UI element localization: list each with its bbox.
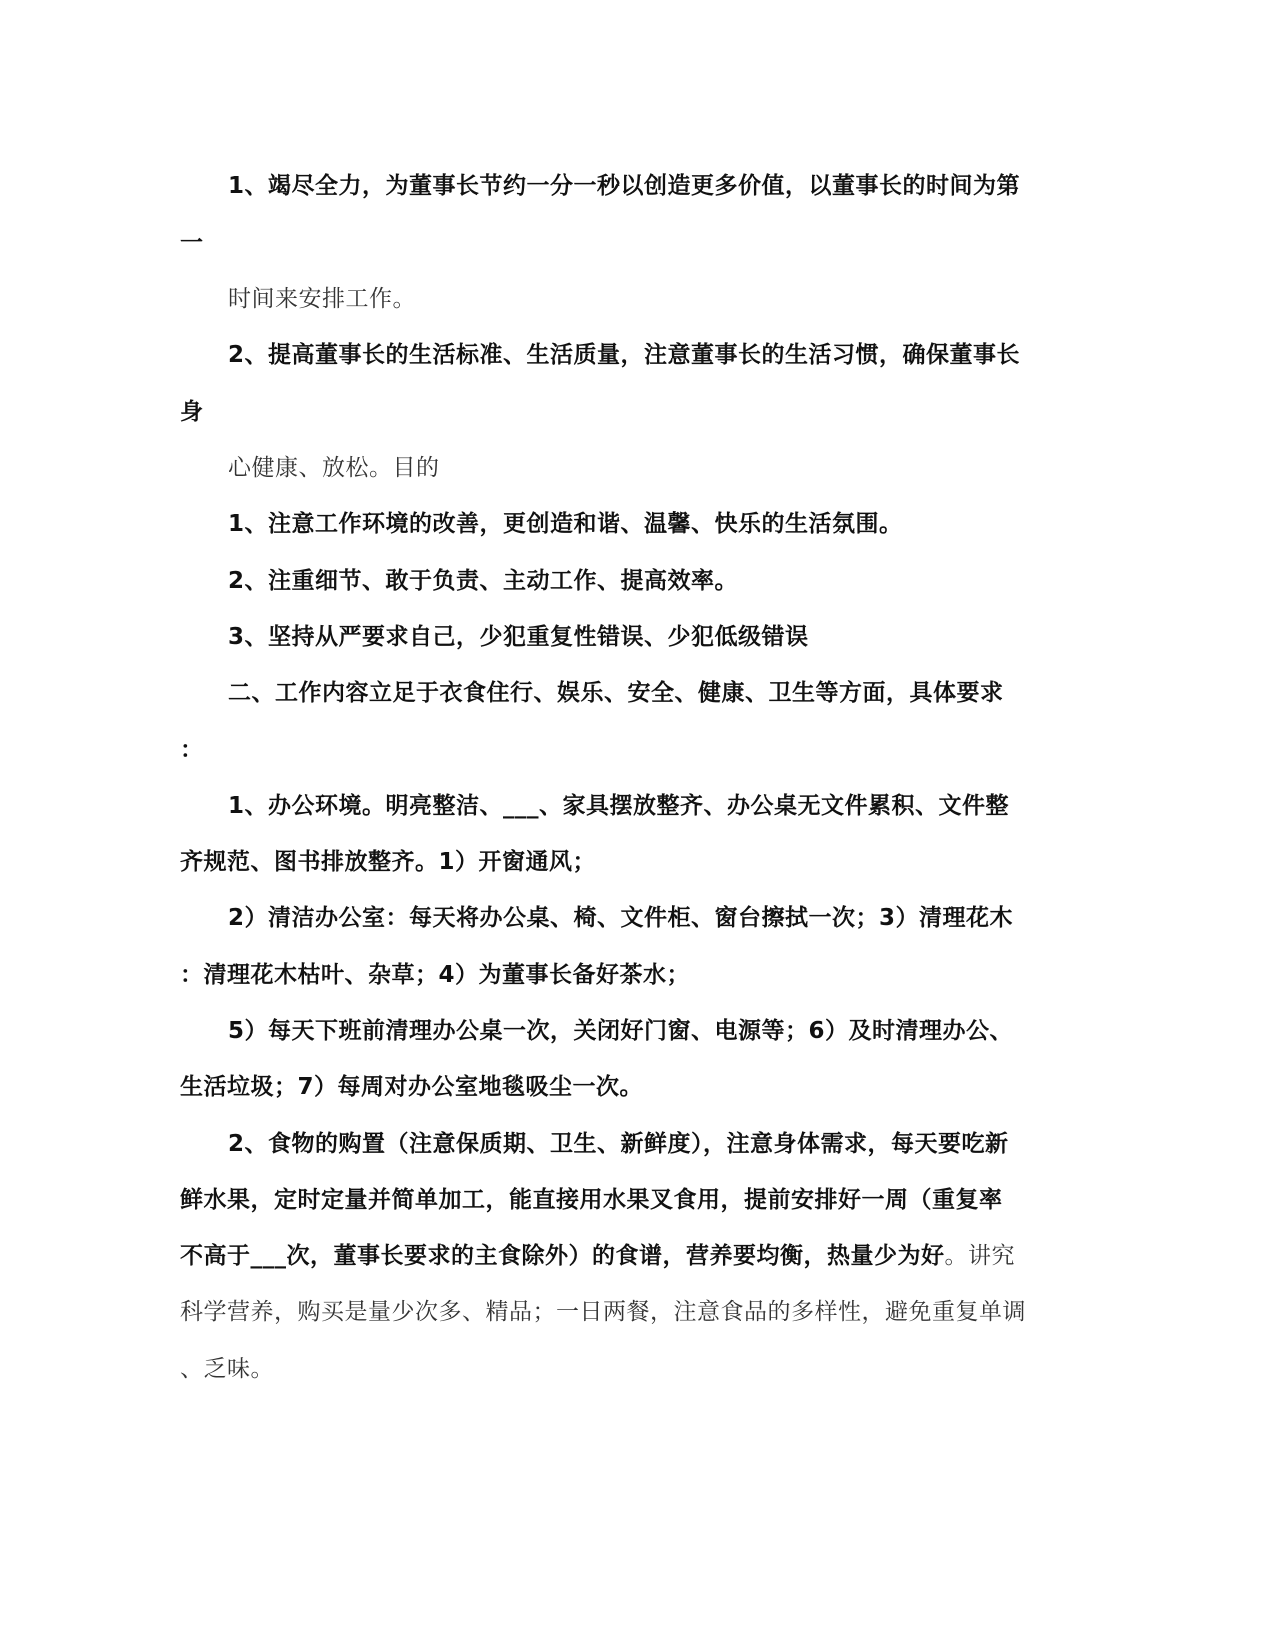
paragraph-line: ： — [180, 737, 204, 763]
paragraph-line: 2、食物的购置（注意保质期、卫生、新鲜度），注意身体需求，每天要吃新 — [228, 1131, 1009, 1157]
paragraph-line: 1、注意工作环境的改善，更创造和谐、温馨、快乐的生活氛围。 — [228, 511, 903, 537]
paragraph-line: 生活垃圾；7）每周对办公室地毯吸尘一次。 — [180, 1074, 644, 1100]
paragraph-line-light-part: 。讲究 — [944, 1243, 1015, 1269]
paragraph-line: 1、竭尽全力，为董事长节约一分一秒以创造更多价值，以董事长的时间为第 — [228, 173, 1021, 199]
paragraph-line: 齐规范、图书排放整齐。1）开窗通风； — [180, 849, 597, 875]
paragraph-line-mixed — [180, 1241, 1015, 1271]
paragraph-line: 2、提高董事长的生活标准、生活质量，注意董事长的生活习惯，确保董事长 — [228, 342, 1021, 368]
paragraph-line: 时间来安排工作。 — [228, 286, 416, 312]
paragraph-line: 3、坚持从严要求自己，少犯重复性错误、少犯低级错误 — [228, 624, 809, 650]
paragraph-line: 5）每天下班前清理办公桌一次，关闭好门窗、电源等；6）及时清理办公、 — [228, 1018, 1014, 1044]
paragraph-line: ：清理花木枯叶、杂草；4）为董事长备好茶水； — [180, 962, 691, 988]
paragraph-line-bold-part: 不高于___次，董事长要求的主食除外）的食谱，营养要均衡，热量少为好 — [180, 1243, 945, 1269]
paragraph-line: 身 — [180, 399, 204, 425]
paragraph-line: 科学营养，购买是量少次多、精品；一日两餐，注意食品的多样性，避免重复单调 — [180, 1299, 1026, 1325]
paragraph-line: 1、办公环境。明亮整洁、___、家具摆放整齐、办公桌无文件累积、文件整 — [228, 793, 1010, 819]
paragraph-line: 、乏味。 — [180, 1356, 274, 1382]
paragraph-line: 一 — [180, 230, 204, 256]
paragraph-line: 鲜水果，定时定量并简单加工，能直接用水果叉食用，提前安排好一周（重复率 — [180, 1187, 1003, 1213]
paragraph-line: 心健康、放松。目的 — [228, 455, 440, 481]
paragraph-line: 2、注重细节、敢于负责、主动工作、提高效率。 — [228, 568, 739, 594]
paragraph-line: 2）清洁办公室：每天将办公桌、椅、文件柜、窗台擦拭一次；3）清理花木 — [228, 905, 1014, 931]
paragraph-line: 二、工作内容立足于衣食住行、娱乐、安全、健康、卫生等方面，具体要求 — [228, 680, 1004, 706]
